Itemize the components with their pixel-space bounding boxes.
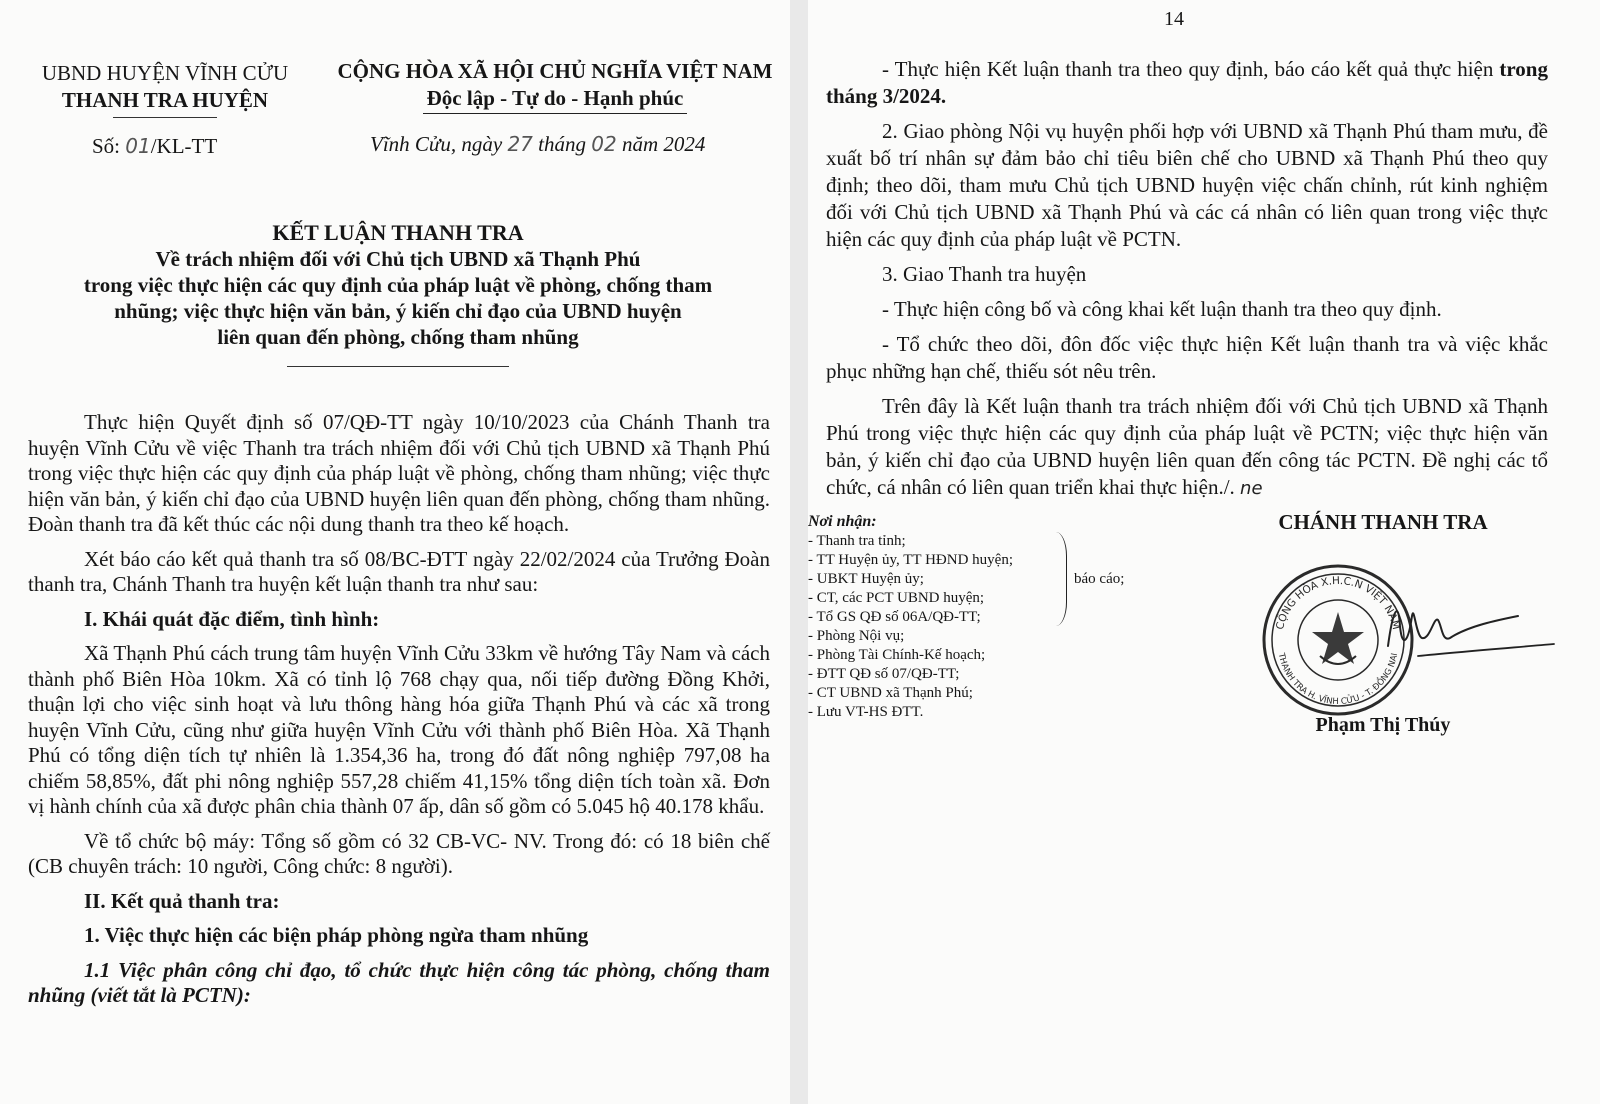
section-heading-4: 1.1 Việc phân công chỉ đạo, tổ chức thực hiện công tác phòng, chống tham nhũng (viết tắt là PCTN): <box>28 957 770 1007</box>
subtitle-line-2: trong việc thực hiện các quy định của pháp luật về phòng, chống tham <box>83 273 713 297</box>
nation-motto: Độc lập - Tự do - Hạnh phúc <box>423 85 688 114</box>
report-note: báo cáo; <box>1074 571 1125 587</box>
paragraph-organization: Về tổ chức bộ máy: Tổng số gồm có 32 CB-VC- NV. Trong đó: có 18 biên chế (CB chuyên trách: 10 người, Công chức: 8 người). <box>28 828 770 878</box>
closing-text: Trên đây là Kết luận thanh tra trách nhiệm đối với Chủ tịch UBND xã Thạnh Phú trong việc thực hiện các quy định của pháp luật về PCTN; việc thực hiện văn bản, ý kiến chỉ đạo của UBND huyện liên quan đến công tác PCTN. Đề nghị các tổ chức, cá nhân có liên quan triển khai thực hiện./. <box>826 394 1548 499</box>
agency-line-2: THANH TRA HUYỆN <box>61 88 269 112</box>
subtitle-line-1: Về trách nhiệm đối với Chủ tịch UBND xã Thạnh Phú <box>155 247 641 271</box>
document-page-left <box>0 0 790 1104</box>
signer-name: Phạm Thị Thúy <box>1315 714 1451 736</box>
body-text-left <box>28 410 770 1018</box>
paragraph-publish: - Thực hiện công bố và công khai kết luận thanh tra theo quy định. <box>882 297 1442 321</box>
section-heading-2: II. Kết quả thanh tra: <box>84 888 280 913</box>
recipient-item: - Phòng Tài Chính-Kế hoạch; <box>808 647 986 663</box>
body-text-right <box>826 56 1548 510</box>
recipient-item: - Tổ GS QĐ số 06A/QĐ-TT; <box>808 609 981 625</box>
document-date <box>370 132 705 157</box>
signer-title: CHÁNH THANH TRA <box>1278 510 1488 534</box>
date-suffix: năm 2024 <box>621 132 706 156</box>
recipient-item: - Phòng Nội vụ; <box>808 628 905 644</box>
subtitle-line-4: liên quan đến phòng, chống tham nhũng <box>217 325 579 349</box>
recipients-block <box>808 512 1168 722</box>
title-divider <box>287 366 509 367</box>
paragraph-intro: Thực hiện Quyết định số 07/QĐ-TT ngày 10/10/2023 của Chánh Thanh tra huyện Vĩnh Cửu về việc Thanh tra trách nhiệm đối với Chủ tịch UBND xã Thạnh Phú trong việc thực hiện các quy định của pháp luật về phòng, chống tham nhũng; việc thực hiện văn bản, ý kiến chỉ đạo của UBND huyện liên quan đến phòng, chống tham nhũng. Đoàn thanh tra đã kết thúc các nội dung thanh tra theo kế hoạch. <box>28 410 770 536</box>
document-number <box>92 134 217 159</box>
doc-no-suffix: /KL-TT <box>150 134 218 158</box>
document-title: KẾT LUẬN THANH TRA <box>272 220 524 245</box>
doc-no-prefix: Số: <box>92 134 121 158</box>
date-day: 27 <box>507 132 533 156</box>
date-month: 02 <box>591 132 617 156</box>
section-heading-3: 1. Việc thực hiện các biện pháp phòng ngừa tham nhũng <box>84 923 589 947</box>
paragraph-overview: Xã Thạnh Phú cách trung tâm huyện Vĩnh Cửu 33km về hướng Tây Nam và cách thành phố Biên Hòa 10km. Xã có tỉnh lộ 768 chạy qua, nối tiếp đường Đồng Khởi, thuận lợi cho việc sinh hoạt và lưu thông hàng hóa giữa Thạnh Phú và các xã trong huyện Vĩnh Cửu, cũng như giữa huyện Vĩnh Cửu với thành phố Biên Hòa. Xã Thạnh Phú có tổng diện tích tự nhiên là 1.354,36 ha, trong đó đất nông nghiệp 797,08 ha chiếm 58,85%, đất phi nông nghiệp 557,28 chiếm 41,15% tổng diện tích toàn xã. Đơn vị hành chính của xã được phân chia thành 07 ấp, dân số gồm có 5.045 hộ 40.178 khẩu. <box>28 641 770 818</box>
recipient-item: - CT UBND xã Thạnh Phú; <box>808 685 973 701</box>
agency-line-1: UBND HUYỆN VĨNH CỬU <box>41 61 289 85</box>
recipient-item: - TT Huyện ủy, TT HĐND huyện; <box>808 552 1013 568</box>
paragraph-monitor: - Tổ chức theo dõi, đôn đốc việc thực hiện Kết luận thanh tra và việc khắc phục những hạn chế, thiếu sót nêu trên. <box>826 332 1548 383</box>
recipient-item: - Thanh tra tỉnh; <box>808 533 906 549</box>
issuing-agency-header <box>30 60 300 118</box>
date-mid: tháng <box>538 132 586 156</box>
section-heading-1: I. Khái quát đặc điểm, tình hình: <box>84 606 380 631</box>
recipient-item: - CT, các PCT UBND huyện; <box>808 590 985 606</box>
header-divider <box>113 117 217 118</box>
paragraph-assign-thanh-tra: 3. Giao Thanh tra huyện <box>882 262 1087 286</box>
recipient-item: - UBKT Huyện ủy; <box>808 571 924 587</box>
paragraph-report: Xét báo cáo kết quả thanh tra số 08/BC-ĐTT ngày 22/02/2024 của Trưởng Đoàn thanh tra, Chánh Thanh tra huyện kết luận thanh tra như sau: <box>28 546 770 596</box>
seal-text-bottom: THANH TRA H. VĨNH CỬU - T. ĐỒNG NAI <box>1275 652 1401 708</box>
recipients-title: Nơi nhận: <box>808 513 877 530</box>
implement-text: - Thực hiện Kết luận thanh tra theo quy định, báo cáo kết quả thực hiện <box>882 57 1500 81</box>
paragraph-implement <box>826 56 1548 110</box>
recipient-item: - Lưu VT-HS ĐTT. <box>808 704 924 720</box>
nation-title: CỘNG HÒA XÃ HỘI CHỦ NGHĨA VIỆT NAM <box>337 59 773 83</box>
seal-text-top: CỘNG HÒA X.H.C.N VIỆT NAM <box>1274 574 1403 631</box>
signature-block <box>1218 510 1548 736</box>
implement-deadline: trong tháng 3/2024. <box>826 57 1548 108</box>
doc-no-handwritten: 01 <box>125 134 151 158</box>
paragraph-closing <box>826 393 1548 502</box>
subtitle-line-3: nhũng; việc thực hiện văn bản, ý kiến chỉ đạo của UBND huyện <box>114 299 682 323</box>
handwritten-signature-icon <box>1378 586 1558 666</box>
page-number: 14 <box>1164 8 1184 30</box>
initial-mark: ne <box>1240 478 1263 499</box>
recipient-item: - ĐTT QĐ số 07/QĐ-TT; <box>808 666 960 682</box>
national-header <box>320 58 790 114</box>
recipients-list <box>808 532 1168 722</box>
document-page-right <box>808 0 1600 1104</box>
date-prefix: Vĩnh Cửu, ngày <box>370 132 503 156</box>
recipients-brace <box>1056 532 1067 626</box>
document-title-block <box>28 220 768 367</box>
paragraph-assign-noi-vu: 2. Giao phòng Nội vụ huyện phối hợp với UBND xã Thạnh Phú tham mưu, đề xuất bố trí nhân sự đảm bảo chỉ tiêu biên chế cho UBND xã Thạnh Phú theo quy định; theo dõi, tham mưu Chủ tịch UBND huyện việc chấn chỉnh, rút kinh nghiệm đối với Chủ tịch UBND xã Thạnh Phú và các cá nhân có liên quan trong việc thực hiện các quy định của pháp luật về PCTN. <box>826 119 1548 251</box>
